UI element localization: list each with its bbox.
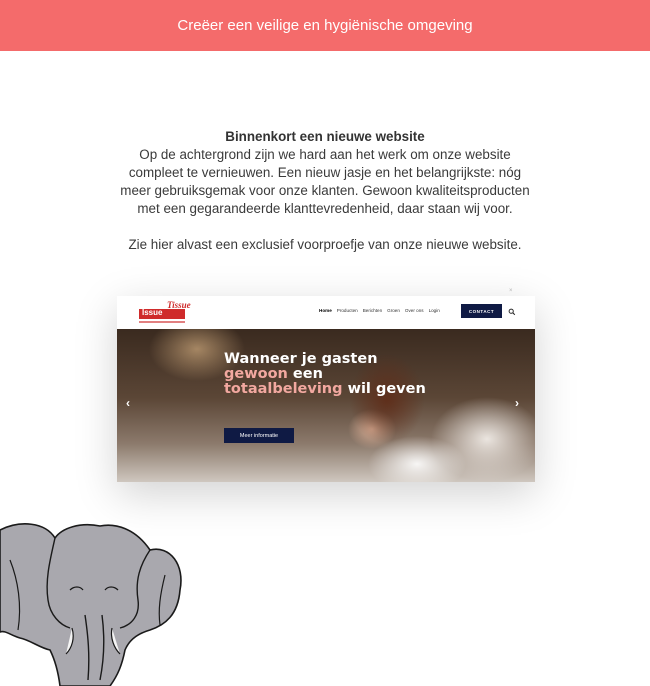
- menu-item-berichten[interactable]: Berichten: [362, 308, 383, 313]
- chevron-right-icon[interactable]: ›: [515, 396, 519, 410]
- menu-item-groen[interactable]: Groen: [387, 308, 400, 313]
- hero-accent-word: gewoon: [224, 366, 288, 382]
- spacer: [0, 218, 650, 236]
- hero-line-2: een: [287, 366, 323, 382]
- preview-navbar: [117, 296, 535, 329]
- banner-text: Creëer een veilige en hygiënische omgeving: [177, 17, 473, 34]
- close-icon[interactable]: ×: [509, 288, 513, 294]
- intro-line: compleet te vernieuwen. Een nieuw jasje en het belangrijkste: nóg: [128, 165, 522, 180]
- intro-line: meer gebruiksgemak voor onze klanten. Gewoon kwaliteitsproducten: [120, 183, 530, 198]
- hero-slider: [117, 329, 535, 482]
- menu-item-home[interactable]: Home: [319, 308, 332, 313]
- menu-item-over-ons[interactable]: Over ons: [404, 308, 424, 313]
- elephant-illustration: [0, 520, 185, 686]
- intro-heading: Binnenkort een nieuwe website: [225, 129, 425, 144]
- contact-button[interactable]: CONTACT: [461, 304, 502, 318]
- logo-text: Issue: [142, 308, 163, 317]
- website-preview: [117, 296, 535, 482]
- chevron-left-icon[interactable]: ‹: [126, 396, 130, 410]
- preview-menu: [319, 308, 440, 313]
- menu-item-login[interactable]: Login: [428, 308, 440, 313]
- preview-note: Zie hier alvast een exclusief voorproefje van onze nieuwe website.: [128, 237, 522, 252]
- top-banner: [0, 0, 650, 51]
- hero-line-3: wil geven: [342, 381, 426, 397]
- logo-script: Tissue: [167, 300, 191, 310]
- more-info-button[interactable]: Meer informatie: [224, 428, 294, 443]
- logo-tagline-bar: [139, 321, 185, 323]
- hero-line-1: Wanneer je gasten: [224, 351, 378, 367]
- intro-section: [0, 128, 650, 254]
- hero-accent-word: totaalbeleving: [224, 381, 343, 397]
- logo[interactable]: [139, 302, 209, 324]
- hero-title: [224, 352, 426, 397]
- intro-line: Op de achtergrond zijn we hard aan het werk om onze website: [139, 147, 511, 162]
- search-icon[interactable]: [508, 308, 516, 316]
- menu-item-producten[interactable]: Producten: [336, 308, 358, 313]
- intro-line: met een gegarandeerde klanttevredenheid, daar staan wij voor.: [137, 201, 513, 216]
